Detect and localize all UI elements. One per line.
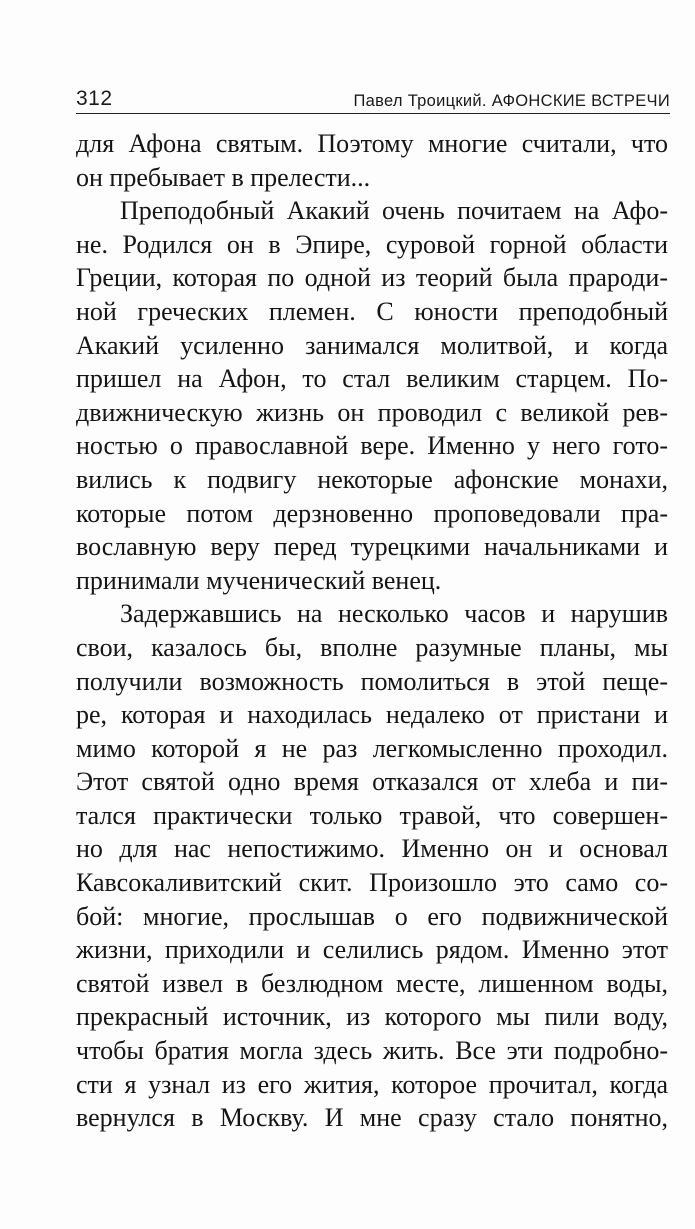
text-line: не. Родился он в Эпире, суровой горной области xyxy=(76,229,668,259)
text-line: Преподобный Акакий очень почитаем на Афо- xyxy=(120,196,668,226)
text-line: мимо которой я не раз легкомысленно проходил. xyxy=(76,733,668,763)
text-line: пришел на Афон, то стал великим старцем. По- xyxy=(76,364,668,394)
text-line: получили возможность помолиться в этой пеще- xyxy=(76,666,668,696)
text-line: ре, которая и находилась недалеко от пристани и xyxy=(76,700,668,730)
text-line: ностью о православной вере. Именно у него гото- xyxy=(76,431,668,461)
text-line: чтобы братия могла здесь жить. Все эти подробно- xyxy=(76,1036,668,1066)
text-line: жизни, приходили и селились рядом. Именно этот xyxy=(76,935,668,965)
text-line: ной греческих племен. С юности преподобный xyxy=(76,296,668,326)
page-number: 312 xyxy=(76,87,113,110)
text-line: движническую жизнь он проводил с великой рев- xyxy=(76,397,668,427)
text-line: Кавсокаливитский скит. Произошло это само со- xyxy=(76,868,668,898)
text-line: которые потом дерзновенно проповедовали пра- xyxy=(76,498,668,528)
text-line: Задержавшись на несколько часов и нарушив xyxy=(120,599,668,629)
text-line: прекрасный источник, из которого мы пили воду, xyxy=(76,1002,668,1032)
text-line: вернулся в Москву. И мне сразу стало понятно, xyxy=(76,1103,668,1133)
text-line: он пребывает в прелести... xyxy=(76,162,371,192)
text-line: бой: многие, прослышав о его подвижнической xyxy=(76,901,668,931)
text-line: тался практически только травой, что совершен- xyxy=(76,800,668,830)
text-line: но для нас непостижимо. Именно он и основал xyxy=(76,834,668,864)
text-line: принимали мученический венец. xyxy=(76,565,442,595)
text-line: Греции, которая по одной из теорий была прароди- xyxy=(76,263,668,293)
text-line: свои, казалось бы, вполне разумные планы, мы xyxy=(76,632,668,662)
text-line: сти я узнал из его жития, которое прочитал, когда xyxy=(76,1069,668,1099)
text-line: Акакий усиленно занимался молитвой, и когда xyxy=(76,330,668,360)
text-line: святой извел в безлюдном месте, лишенном воды, xyxy=(76,968,668,998)
text-line: вились к подвигу некоторые афонские монахи, xyxy=(76,464,668,494)
running-title: Павел Троицкий. АФОНСКИЕ ВСТРЕЧИ xyxy=(353,91,670,110)
text-line: вославную веру перед турецкими начальниками и xyxy=(76,532,668,562)
running-header xyxy=(76,80,670,114)
body-text xyxy=(76,127,668,1135)
text-line: для Афона святым. Поэтому многие считали, что xyxy=(76,129,668,158)
text-line: Этот святой одно время отказался от хлеба и пи- xyxy=(76,767,668,797)
